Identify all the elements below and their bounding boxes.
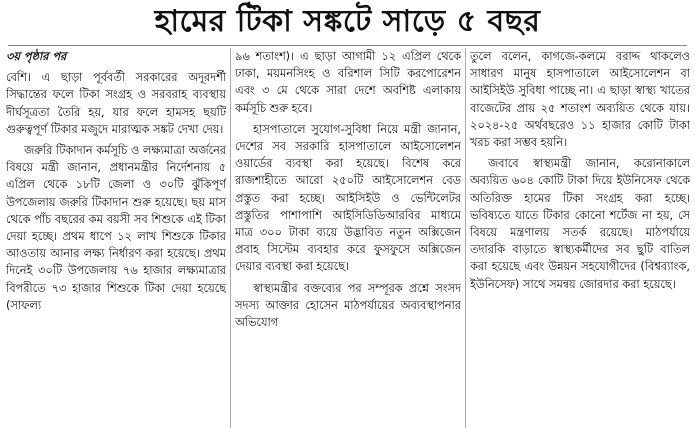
- headline-rule: [8, 45, 687, 46]
- article-column-1: [6, 48, 226, 428]
- article-column-2: [235, 48, 461, 428]
- column-divider: [465, 48, 466, 428]
- headline: হামের টিকা সঙ্কটে সাড়ে ৫ বছর: [154, 4, 541, 39]
- paragraph: জরুরি টিকাদান কর্মসূচি ও লক্ষ্যমাত্রা অর্জনের বিষয়ে মন্ত্রী জানান, প্রধানমন্ত্রীর নির্দেশনায় ৫ এপ্রিল থেকে ১৮টি জেলা ও ৩০টি ঝুঁকিপূর্ণ উপজেলায় জরুরি টিকাদান শুরু হয়েছে। ছয় মাস থেকে পাঁচ বছরের কম বয়সী সব শিশুকে এই টিকা দেয়া হচ্ছে। প্রথম ধাপে ১২ লাখ শিশুকে টিকার আওতায় আনার লক্ষ্য নির্ধারণ করা হয়েছে। প্রথম দিনেই ৩০টি উপজেলায় ৭৬ হাজার লক্ষ্যমাত্রার বিপরীতে ৭৩ হাজার শিশুকে টিকা দেয়া হয়েছে (সাফল্য: [6, 144, 226, 312]
- paragraph: ৯৬ শতাংশ)। এ ছাড়া আগামী ১২ এপ্রিল থেকে ঢাকা, ময়মনসিংহ ও বরিশাল সিটি করপোরেশন এবং ৩ মে থেকে সারা দেশে অবশিষ্ট এলাকায় কর্মসূচি শুরু হবে।: [235, 50, 461, 115]
- column-divider: [230, 48, 231, 428]
- article-column-3: [470, 48, 690, 428]
- continued-label: ৩য় পৃষ্ঠার পর: [6, 50, 67, 63]
- paragraph: হাসপাতালে সুযোগ-সুবিধা নিয়ে মন্ত্রী জানান, দেশের সব সরকারি হাসপাতালে আইসোলেশন ওয়ার্ডের ব্যবস্থা করা হয়েছে। বিশেষ করে রাজশাহীতে আরো ২৫০টি আইসোলেশন বেড প্রস্তুত করা হচ্ছে। আইসিইউ ও ভেন্টিলেটর প্রস্তুতির পাশাপাশি আইসিডিডিআরবির মাধ্যমে মাত্র ৩০০ টাকা ব্যয়ে উদ্ভাবিত নতুন অক্সিজেন প্রবাহ সিস্টেম ব্যবহার করে ফুসফুসে অক্সিজেন দেয়ার ব্যবস্থা করা হয়েছে।: [235, 122, 461, 274]
- paragraph: তুলে বলেন, কাগজে-কলমে বরাদ্দ থাকলেও সাধারণ মানুষ হাসপাতালে আইসোলেশন বা আইসিইউ সুবিধা পাচ্ছে না। এ ছাড়া স্বাস্থ্য খাতের বাজেটের প্রায় ২৫ শতাংশ অব্যয়িত থেকে যায়। ২০২৪-২৫ অর্থবছরেও ১১ হাজার কোটি টাকা খরচ করা সম্ভব হয়নি।: [470, 50, 690, 150]
- paragraph: স্বাস্থ্যমন্ত্রীর বক্তব্যের পর সম্পূরক প্রশ্নে সংসদ সদস্য আক্তার হোসেন মাঠপর্যায়ের অব্যবস্থাপনার অভিযোগ: [235, 281, 461, 330]
- paragraph: জবাবে স্বাস্থ্যমন্ত্রী জানান, করোনাকালে অব্যয়িত ৬০৪ কোটি টাকা দিয়ে ইউনিসেফ থেকে অতিরিক্ত হামের টিকা সংগ্রহ করা হচ্ছে। ভবিষ্যতে যাতে টিকার কোনো শর্টেজ না হয়, সে বিষয়ে মন্ত্রণালয় সতর্ক রয়েছে। মাঠপর্যায়ে তদারকি বাড়াতে স্বাস্থ্যকর্মীদের সব ছুটি বাতিল করা হয়েছে এবং উন্নয়ন সহযোগীদের (বিশ্বব্যাংক, ইউনিসেফ) সাথে সমন্বয় জোরদার করা হয়েছে।: [470, 157, 690, 291]
- paragraph: বেশি। এ ছাড়া পূর্ববর্তী সরকারের অদূরদর্শী সিদ্ধান্তের ফলে টিকা সংগ্রহ ও সরবরাহ ব্যবস্থায় দীর্ঘসূত্রতা তৈরি হয়, যার ফলে হামসহ ছয়টি গুরুত্বপূর্ণ টিকার মজুদে মারাত্মক সঙ্কট দেখা দেয়।: [6, 71, 226, 136]
